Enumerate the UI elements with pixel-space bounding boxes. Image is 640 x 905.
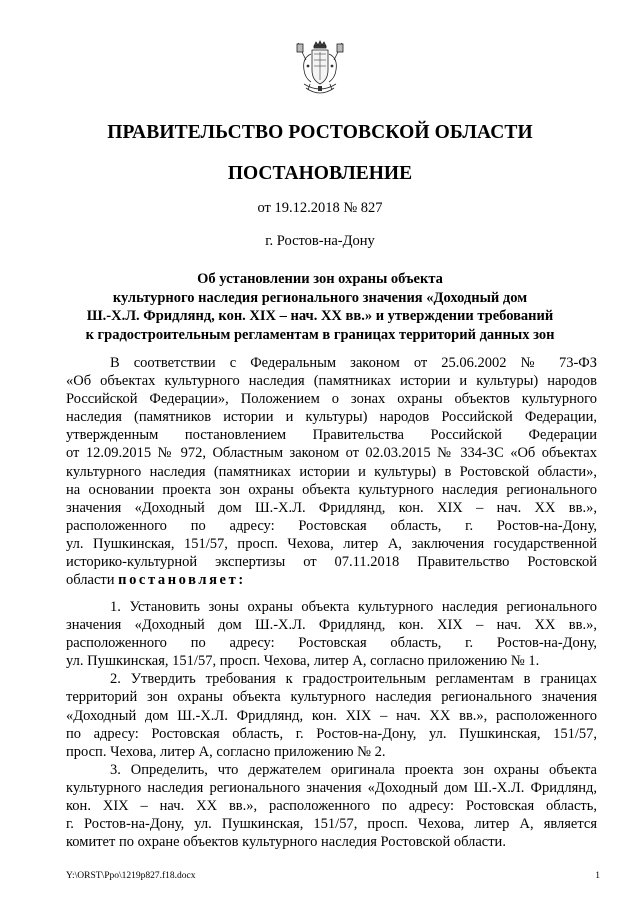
text-line: культурного наследия (памятниках истории и культуры) в Ростовской области»,: [66, 463, 597, 480]
item-2-line: по адресу: Ростовская область, г. Ростов-на-Дону, ул. Пушкинская, 151/57,: [66, 725, 597, 742]
document-date-number: от 19.12.2018 № 827: [257, 200, 383, 216]
item-2-line: «Доходный дом Ш.-Х.Л. Фридлянд, кон. XIX – нач. XX вв.», расположенного: [66, 707, 597, 724]
item-3-line: комитет по охране объектов культурного наследия Ростовской области.: [66, 834, 506, 851]
text-line: Российской Федерации», Положением о зонах охраны объектов культурного: [66, 391, 597, 408]
text-line: расположенного по адресу: Ростовская область, г. Ростов-на-Дону,: [66, 517, 597, 534]
title-line: Ш.-Х.Л. Фридлянд, кон. XIX – нач. XX вв.» и утверждении требований: [86, 308, 554, 324]
item-3-line: кон. XIX – нач. XX вв.», расположенного по адресу: Ростовская область,: [66, 798, 597, 815]
text-line: наследия (памятников истории и культуры) народов Российской Федерации,: [66, 409, 597, 426]
footer-page-number: 1: [595, 871, 600, 881]
item-2-line: территорий зон охраны объекта культурного наследия регионального значения: [66, 689, 597, 706]
text-line: утвержденным постановлением Правительства Российской Федерации: [66, 427, 597, 444]
text-line: В соответствии с Федеральным законом от 25.06.2002 № 73-ФЗ: [110, 355, 597, 371]
resolve-prefix: области: [66, 572, 119, 589]
document-title: [60, 270, 580, 344]
text-line: ул. Пушкинская, 151/57, просп. Чехова, литер А, заключения государственной: [66, 535, 597, 552]
item-1-line: ул. Пушкинская, 151/57, просп. Чехова, литер А, согласно приложению № 1.: [66, 653, 540, 670]
preamble-paragraph: [66, 354, 597, 589]
text-line: значения «Доходный дом Ш.-Х.Л. Фридлянд, кон. XIX – нач. XX вв.»,: [66, 499, 597, 516]
item-1-line: значения «Доходный дом Ш.-Х.Л. Фридлянд, кон. XIX – нач. XX вв.»,: [66, 617, 597, 634]
item-2-line: 2. Утвердить требования к градостроительным регламентам в границах: [110, 671, 597, 688]
item-3-line: культурного наследия регионального значения «Доходный дом Ш.-Х.Л. Фридлянд,: [66, 779, 597, 796]
item-1-line: 1. Установить зоны охраны объекта культурного наследия регионального: [110, 599, 597, 615]
organization-name: ПРАВИТЕЛЬСТВО РОСТОВСКОЙ ОБЛАСТИ: [107, 122, 533, 143]
item-2-line: просп. Чехова, литер А, согласно приложению № 2.: [66, 743, 386, 760]
coat-of-arms-icon: [296, 40, 344, 98]
text-line: от 12.09.2015 № 972, Областным законом от 02.03.2015 № 334-ЗС «Об объектах: [66, 445, 597, 462]
text-line-resolve: [66, 571, 597, 589]
document-type: ПОСТАНОВЛЕНИЕ: [227, 163, 413, 184]
title-line: Об установлении зон охраны объекта: [197, 271, 443, 287]
title-line: к градостроительным регламентам в границах территорий данных зон: [85, 326, 555, 343]
document-city: г. Ростов-на-Дону: [265, 233, 375, 249]
text-line: историко-культурной экспертизы от 07.11.2018 Правительство Ростовской: [66, 554, 597, 571]
resolution-items: [66, 598, 597, 851]
title-line: культурного наследия регионального значения «Доходный дом: [112, 289, 528, 306]
item-1-line: расположенного по адресу: Ростовская область, г. Ростов-на-Дону,: [66, 635, 597, 652]
resolve-word: постановляет:: [118, 572, 246, 589]
item-3-line: 3. Определить, что держателем оригинала проекта зон охраны объекта: [110, 761, 597, 778]
text-line: на основании проекта зон охраны объекта культурного наследия регионального: [66, 481, 597, 498]
item-3-line: г. Ростов-на-Дону, ул. Пушкинская, 151/57, просп. Чехова, литер А, является: [66, 816, 597, 833]
footer-file-path: Y:\ORST\Ppo\1219p827.f18.docx: [66, 871, 196, 881]
text-line: «Об объектах культурного наследия (памятниках истории и культуры) народов: [66, 373, 597, 390]
